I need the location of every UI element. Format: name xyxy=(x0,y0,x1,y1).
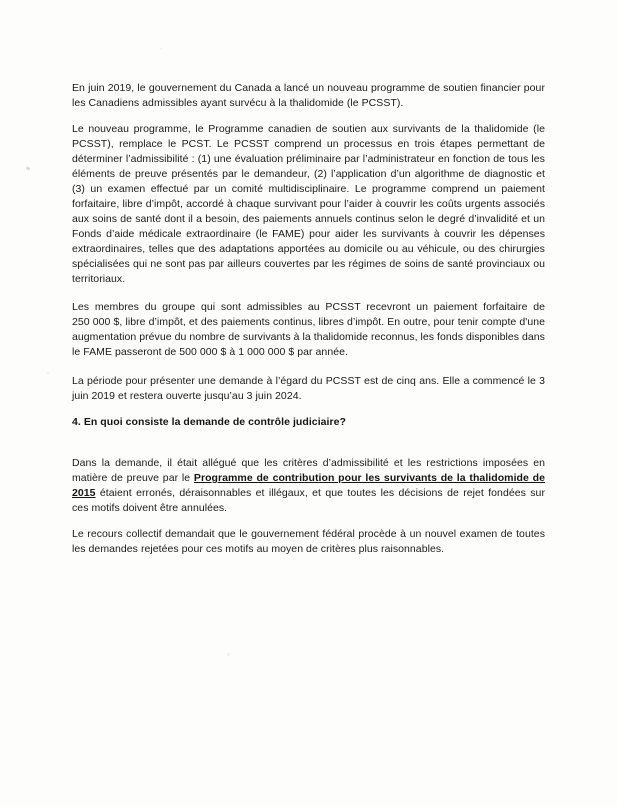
paragraph-payments-details: Les membres du groupe qui sont admissibles au PCSST recevront un paiement forfaitaire de 250 000 $, libre d’impôt, et des paiements continus, libres d’impôt. En outre, pour tenir compte d'une augmentation prévue du nombre de survivants à la thalidomide reconnus, les fonds disponibles dans le FAME passeront de 500 000 $ à 1 000 000 $ par année. xyxy=(72,301,545,358)
section-heading-judicial-review: 4. En quoi consiste la demande de contrôle judiciaire? xyxy=(72,416,347,428)
allegations-text-after: étaient erronés, déraisonnables et illégaux, et que toutes les décisions de rejet fondées sur ces motifs doivent être annulées. xyxy=(72,487,545,514)
paragraph-program-description: Le nouveau programme, le Programme canadien de soutien aux survivants de la thalidomide (le PCSST), remplace le PCST. Le PCSST comprend un processus en trois étapes permettant de déterminer l’admissibilité : (1) une évaluation préliminaire par l’administrateur en fonction de tous les éléments de preuve présentés par le demandeur, (2) l’application d’un algorithme de diagnostic et (3) un examen effectué par un comité multidisciplinaire. Le programme comprend un paiement forfaitaire, libre d’impôt, accordé à chaque survivant pour l’aider à couvrir les coûts urgents associés aux soins de santé dont il a besoin, des paiements annuels continus selon le degré d’invalidité et un Fonds d’aide médicale extraordinaire (le FAME) pour aider les survivants à couvrir les dépenses extraordinaires, telles que des adaptations apportées au domicile ou au véhicule, ou des chirurgies spécialisées qui ne sont pas par ailleurs couvertes par les régimes de soins de santé provinciaux ou territoriaux. xyxy=(72,123,545,285)
allegations-text-before: Dans la demande, il était allégué que les critères d’admissibilité et les restrictions imposées en matière de preuve par le xyxy=(72,457,545,484)
scan-speck xyxy=(160,48,162,50)
scan-speck xyxy=(47,372,49,374)
paragraph-class-action-request: Le recours collectif demandait que le gouvernement fédéral procède à un nouvel examen de toutes les demandes rejetées pour ces motifs au moyen de critères plus raisonnables. xyxy=(72,528,545,555)
program-name-emphasis: Programme de contribution pour les survivants de la thalidomide de 2015 xyxy=(72,472,545,499)
scan-speck xyxy=(227,653,230,656)
paragraph-allegations xyxy=(72,456,545,516)
paragraph-application-period: La période pour présenter une demande à l’égard du PCSST est de cinq ans. Elle a commencé le 3 juin 2019 et restera ouverte jusqu’au 3 juin 2024. xyxy=(72,375,545,402)
paragraph-program-launch: En juin 2019, le gouvernement du Canada a lancé un nouveau programme de soutien financier pour les Canadiens admissibles ayant survécu à la thalidomide (le PCSST). xyxy=(72,82,545,109)
